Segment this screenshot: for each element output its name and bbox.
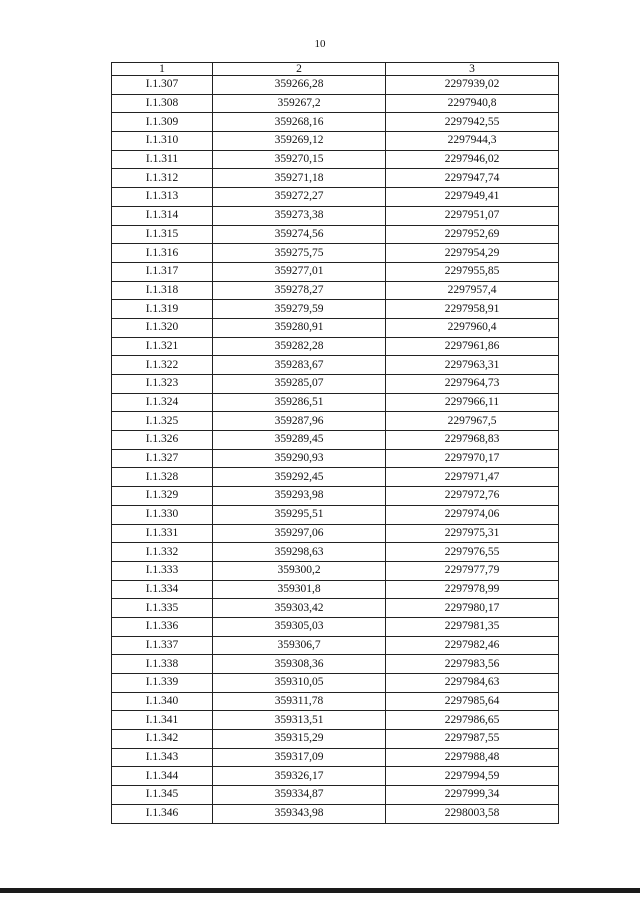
point-id-cell: I.1.333 [112, 561, 213, 580]
table-row [112, 94, 559, 113]
column-header-1: 1 [112, 63, 213, 76]
table-row [112, 412, 559, 431]
y-coordinate-cell: 2297999,34 [386, 786, 559, 805]
y-coordinate-cell: 2297940,8 [386, 94, 559, 113]
x-coordinate-cell: 359305,03 [213, 617, 386, 636]
table-row [112, 449, 559, 468]
y-coordinate-cell: 2297967,5 [386, 412, 559, 431]
y-coordinate-cell: 2297961,86 [386, 337, 559, 356]
y-coordinate-cell: 2297949,41 [386, 188, 559, 207]
x-coordinate-cell: 359315,29 [213, 730, 386, 749]
y-coordinate-cell: 2297960,4 [386, 318, 559, 337]
table-row [112, 543, 559, 562]
table-row [112, 375, 559, 394]
table-row [112, 281, 559, 300]
point-id-cell: I.1.320 [112, 318, 213, 337]
table-row [112, 244, 559, 263]
x-coordinate-cell: 359283,67 [213, 356, 386, 375]
x-coordinate-cell: 359270,15 [213, 150, 386, 169]
point-id-cell: I.1.328 [112, 468, 213, 487]
table-row [112, 262, 559, 281]
table-row [112, 524, 559, 543]
y-coordinate-cell: 2297978,99 [386, 580, 559, 599]
table-row [112, 711, 559, 730]
table-header-row [112, 63, 559, 76]
x-coordinate-cell: 359280,91 [213, 318, 386, 337]
y-coordinate-cell: 2297975,31 [386, 524, 559, 543]
table-row [112, 617, 559, 636]
point-id-cell: I.1.308 [112, 94, 213, 113]
column-header-2: 2 [213, 63, 386, 76]
table-row [112, 599, 559, 618]
y-coordinate-cell: 2297966,11 [386, 393, 559, 412]
y-coordinate-cell: 2297982,46 [386, 636, 559, 655]
page-number: 10 [314, 38, 326, 50]
y-coordinate-cell: 2297964,73 [386, 375, 559, 394]
x-coordinate-cell: 359287,96 [213, 412, 386, 431]
y-coordinate-cell: 2297986,65 [386, 711, 559, 730]
x-coordinate-cell: 359313,51 [213, 711, 386, 730]
table-row [112, 767, 559, 786]
point-id-cell: I.1.310 [112, 132, 213, 151]
point-id-cell: I.1.331 [112, 524, 213, 543]
x-coordinate-cell: 359343,98 [213, 804, 386, 823]
point-id-cell: I.1.344 [112, 767, 213, 786]
coordinates-table [111, 62, 559, 824]
bottom-rule [0, 888, 640, 893]
x-coordinate-cell: 359286,51 [213, 393, 386, 412]
x-coordinate-cell: 359334,87 [213, 786, 386, 805]
table-row [112, 337, 559, 356]
table-row [112, 636, 559, 655]
table-row [112, 748, 559, 767]
point-id-cell: I.1.315 [112, 225, 213, 244]
table-row [112, 468, 559, 487]
table-row [112, 580, 559, 599]
y-coordinate-cell: 2298003,58 [386, 804, 559, 823]
table-row [112, 76, 559, 95]
table-row [112, 561, 559, 580]
y-coordinate-cell: 2297984,63 [386, 674, 559, 693]
y-coordinate-cell: 2297987,55 [386, 730, 559, 749]
point-id-cell: I.1.322 [112, 356, 213, 375]
y-coordinate-cell: 2297952,69 [386, 225, 559, 244]
table-row [112, 692, 559, 711]
point-id-cell: I.1.346 [112, 804, 213, 823]
point-id-cell: I.1.312 [112, 169, 213, 188]
y-coordinate-cell: 2297994,59 [386, 767, 559, 786]
x-coordinate-cell: 359303,42 [213, 599, 386, 618]
y-coordinate-cell: 2297944,3 [386, 132, 559, 151]
point-id-cell: I.1.329 [112, 487, 213, 506]
x-coordinate-cell: 359298,63 [213, 543, 386, 562]
table-row [112, 356, 559, 375]
point-id-cell: I.1.335 [112, 599, 213, 618]
y-coordinate-cell: 2297985,64 [386, 692, 559, 711]
point-id-cell: I.1.339 [112, 674, 213, 693]
point-id-cell: I.1.338 [112, 655, 213, 674]
y-coordinate-cell: 2297968,83 [386, 431, 559, 450]
table-row [112, 300, 559, 319]
point-id-cell: I.1.311 [112, 150, 213, 169]
table-row [112, 431, 559, 450]
table-row [112, 113, 559, 132]
table-row [112, 487, 559, 506]
x-coordinate-cell: 359293,98 [213, 487, 386, 506]
point-id-cell: I.1.321 [112, 337, 213, 356]
table-body [112, 76, 559, 824]
table-row [112, 150, 559, 169]
x-coordinate-cell: 359290,93 [213, 449, 386, 468]
x-coordinate-cell: 359326,17 [213, 767, 386, 786]
table-row [112, 188, 559, 207]
point-id-cell: I.1.343 [112, 748, 213, 767]
point-id-cell: I.1.327 [112, 449, 213, 468]
table-row [112, 169, 559, 188]
point-id-cell: I.1.317 [112, 262, 213, 281]
y-coordinate-cell: 2297988,48 [386, 748, 559, 767]
table-row [112, 318, 559, 337]
x-coordinate-cell: 359272,27 [213, 188, 386, 207]
point-id-cell: I.1.336 [112, 617, 213, 636]
table-row [112, 786, 559, 805]
x-coordinate-cell: 359295,51 [213, 505, 386, 524]
point-id-cell: I.1.314 [112, 206, 213, 225]
point-id-cell: I.1.318 [112, 281, 213, 300]
x-coordinate-cell: 359310,05 [213, 674, 386, 693]
table-row [112, 804, 559, 823]
x-coordinate-cell: 359282,28 [213, 337, 386, 356]
y-coordinate-cell: 2297976,55 [386, 543, 559, 562]
table-row [112, 505, 559, 524]
point-id-cell: I.1.341 [112, 711, 213, 730]
point-id-cell: I.1.326 [112, 431, 213, 450]
y-coordinate-cell: 2297981,35 [386, 617, 559, 636]
y-coordinate-cell: 2297958,91 [386, 300, 559, 319]
x-coordinate-cell: 359273,38 [213, 206, 386, 225]
point-id-cell: I.1.342 [112, 730, 213, 749]
x-coordinate-cell: 359267,2 [213, 94, 386, 113]
x-coordinate-cell: 359289,45 [213, 431, 386, 450]
point-id-cell: I.1.325 [112, 412, 213, 431]
y-coordinate-cell: 2297971,47 [386, 468, 559, 487]
y-coordinate-cell: 2297972,76 [386, 487, 559, 506]
x-coordinate-cell: 359268,16 [213, 113, 386, 132]
table-row [112, 730, 559, 749]
y-coordinate-cell: 2297942,55 [386, 113, 559, 132]
table-row [112, 206, 559, 225]
x-coordinate-cell: 359271,18 [213, 169, 386, 188]
x-coordinate-cell: 359279,59 [213, 300, 386, 319]
point-id-cell: I.1.307 [112, 76, 213, 95]
x-coordinate-cell: 359292,45 [213, 468, 386, 487]
y-coordinate-cell: 2297951,07 [386, 206, 559, 225]
y-coordinate-cell: 2297983,56 [386, 655, 559, 674]
table-row [112, 655, 559, 674]
x-coordinate-cell: 359269,12 [213, 132, 386, 151]
x-coordinate-cell: 359317,09 [213, 748, 386, 767]
y-coordinate-cell: 2297974,06 [386, 505, 559, 524]
point-id-cell: I.1.334 [112, 580, 213, 599]
table-row [112, 132, 559, 151]
point-id-cell: I.1.316 [112, 244, 213, 263]
y-coordinate-cell: 2297947,74 [386, 169, 559, 188]
point-id-cell: I.1.330 [112, 505, 213, 524]
x-coordinate-cell: 359285,07 [213, 375, 386, 394]
point-id-cell: I.1.313 [112, 188, 213, 207]
table-row [112, 674, 559, 693]
y-coordinate-cell: 2297946,02 [386, 150, 559, 169]
x-coordinate-cell: 359297,06 [213, 524, 386, 543]
point-id-cell: I.1.332 [112, 543, 213, 562]
column-header-3: 3 [386, 63, 559, 76]
x-coordinate-cell: 359300,2 [213, 561, 386, 580]
table-row [112, 393, 559, 412]
point-id-cell: I.1.319 [112, 300, 213, 319]
y-coordinate-cell: 2297955,85 [386, 262, 559, 281]
x-coordinate-cell: 359275,75 [213, 244, 386, 263]
point-id-cell: I.1.324 [112, 393, 213, 412]
point-id-cell: I.1.309 [112, 113, 213, 132]
x-coordinate-cell: 359278,27 [213, 281, 386, 300]
y-coordinate-cell: 2297963,31 [386, 356, 559, 375]
y-coordinate-cell: 2297957,4 [386, 281, 559, 300]
y-coordinate-cell: 2297970,17 [386, 449, 559, 468]
point-id-cell: I.1.337 [112, 636, 213, 655]
table-header [112, 63, 559, 76]
x-coordinate-cell: 359301,8 [213, 580, 386, 599]
x-coordinate-cell: 359277,01 [213, 262, 386, 281]
y-coordinate-cell: 2297954,29 [386, 244, 559, 263]
x-coordinate-cell: 359274,56 [213, 225, 386, 244]
y-coordinate-cell: 2297980,17 [386, 599, 559, 618]
point-id-cell: I.1.340 [112, 692, 213, 711]
y-coordinate-cell: 2297977,79 [386, 561, 559, 580]
x-coordinate-cell: 359308,36 [213, 655, 386, 674]
point-id-cell: I.1.345 [112, 786, 213, 805]
point-id-cell: I.1.323 [112, 375, 213, 394]
x-coordinate-cell: 359311,78 [213, 692, 386, 711]
x-coordinate-cell: 359266,28 [213, 76, 386, 95]
table-row [112, 225, 559, 244]
x-coordinate-cell: 359306,7 [213, 636, 386, 655]
y-coordinate-cell: 2297939,02 [386, 76, 559, 95]
